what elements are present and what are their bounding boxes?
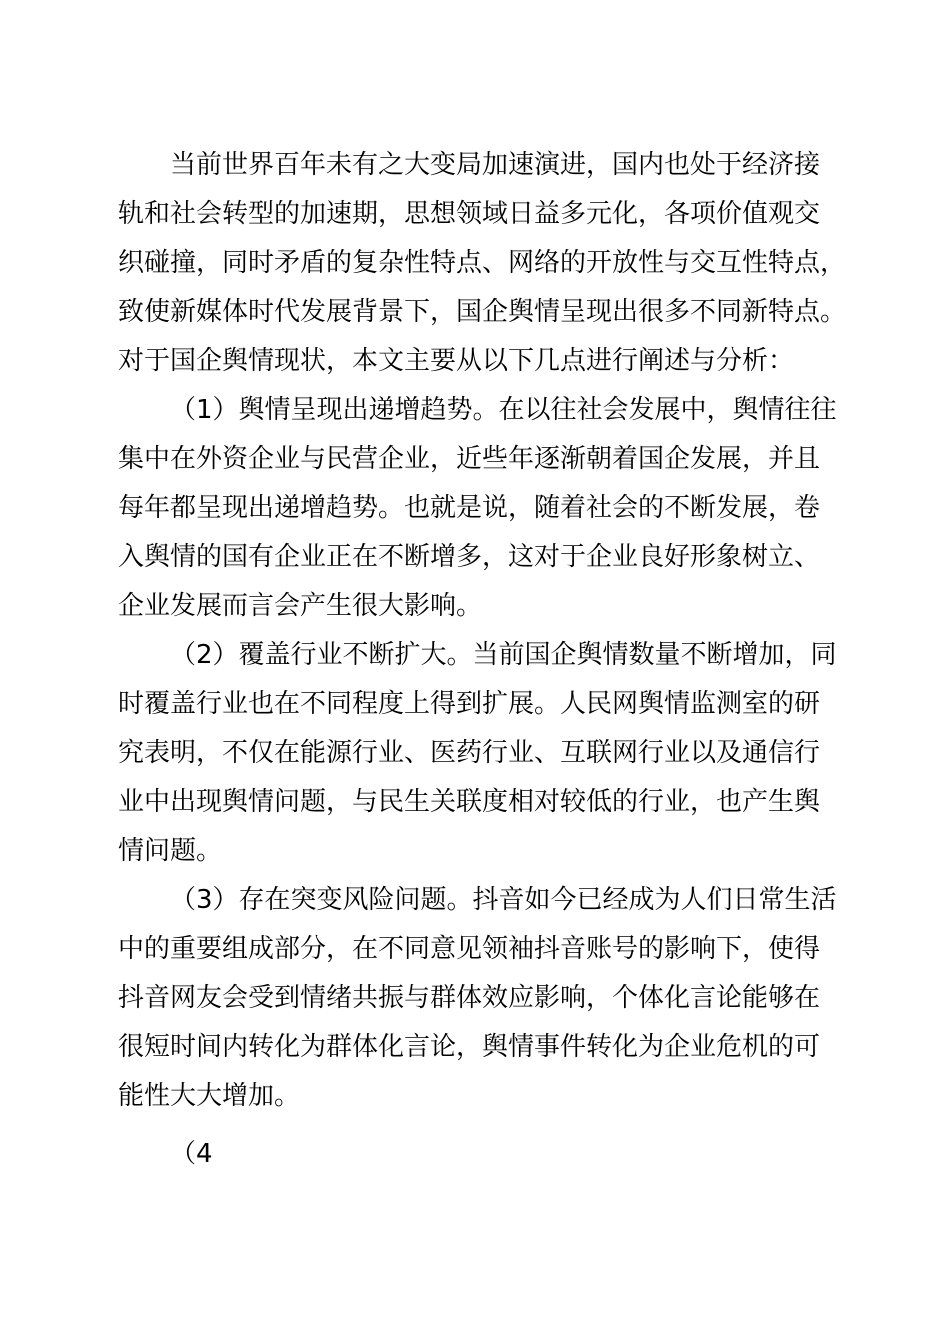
text-line: 入舆情的国有企业正在不断增多，这对于企业良好形象树立、 <box>118 542 821 572</box>
text-line: 对于国企舆情现状，本文主要从以下几点进行阐述与分析： <box>118 346 795 376</box>
paragraph-intro <box>118 141 847 386</box>
text-line: 集中在外资企业与民营企业，近些年逐渐朝着国企发展，并且 <box>118 444 821 474</box>
text-line: 织碰撞，同时矛盾的复杂性特点、网络的开放性与交互性特点， <box>118 248 847 278</box>
text-line: 致使新媒体时代发展背景下，国企舆情呈现出很多不同新特点。 <box>118 297 847 327</box>
text-line: 企业发展而言会产生很大影响。 <box>118 591 483 621</box>
text-line: （3）存在突变风险问题。抖音如今已经成为人们日常生活 <box>170 885 837 915</box>
text-line: 中的重要组成部分，在不同意见领袖抖音账号的影响下，使得 <box>118 934 821 964</box>
text-line: 能性大大增加。 <box>118 1081 301 1111</box>
paragraph-point-4 <box>118 1130 836 1179</box>
text-line: （2）覆盖行业不断扩大。当前国企舆情数量不断增加，同 <box>170 640 837 670</box>
text-line: 业中出现舆情问题，与民生关联度相对较低的行业，也产生舆 <box>118 787 821 817</box>
paragraph-point-2 <box>118 631 836 876</box>
document-body <box>118 141 847 1179</box>
text-line: 当前世界百年未有之大变局加速演进，国内也处于经济接 <box>170 150 821 180</box>
text-line: （1）舆情呈现出递增趋势。在以往社会发展中，舆情往往 <box>170 395 837 425</box>
text-line: 轨和社会转型的加速期，思想领域日益多元化，各项价值观交 <box>118 199 821 229</box>
text-line: （4 <box>170 1139 213 1169</box>
paragraph-point-3 <box>118 876 836 1121</box>
text-line: 每年都呈现出递增趋势。也就是说，随着社会的不断发展，卷 <box>118 493 821 523</box>
text-line: 究表明，不仅在能源行业、医药行业、互联网行业以及通信行 <box>118 738 821 768</box>
text-line: 情问题。 <box>118 836 223 866</box>
paragraph-point-1 <box>118 386 836 631</box>
text-line: 抖音网友会受到情绪共振与群体效应影响，个体化言论能够在 <box>118 983 821 1013</box>
text-line: 很短时间内转化为群体化言论，舆情事件转化为企业危机的可 <box>118 1032 821 1062</box>
text-line: 时覆盖行业也在不同程度上得到扩展。人民网舆情监测室的研 <box>118 689 821 719</box>
